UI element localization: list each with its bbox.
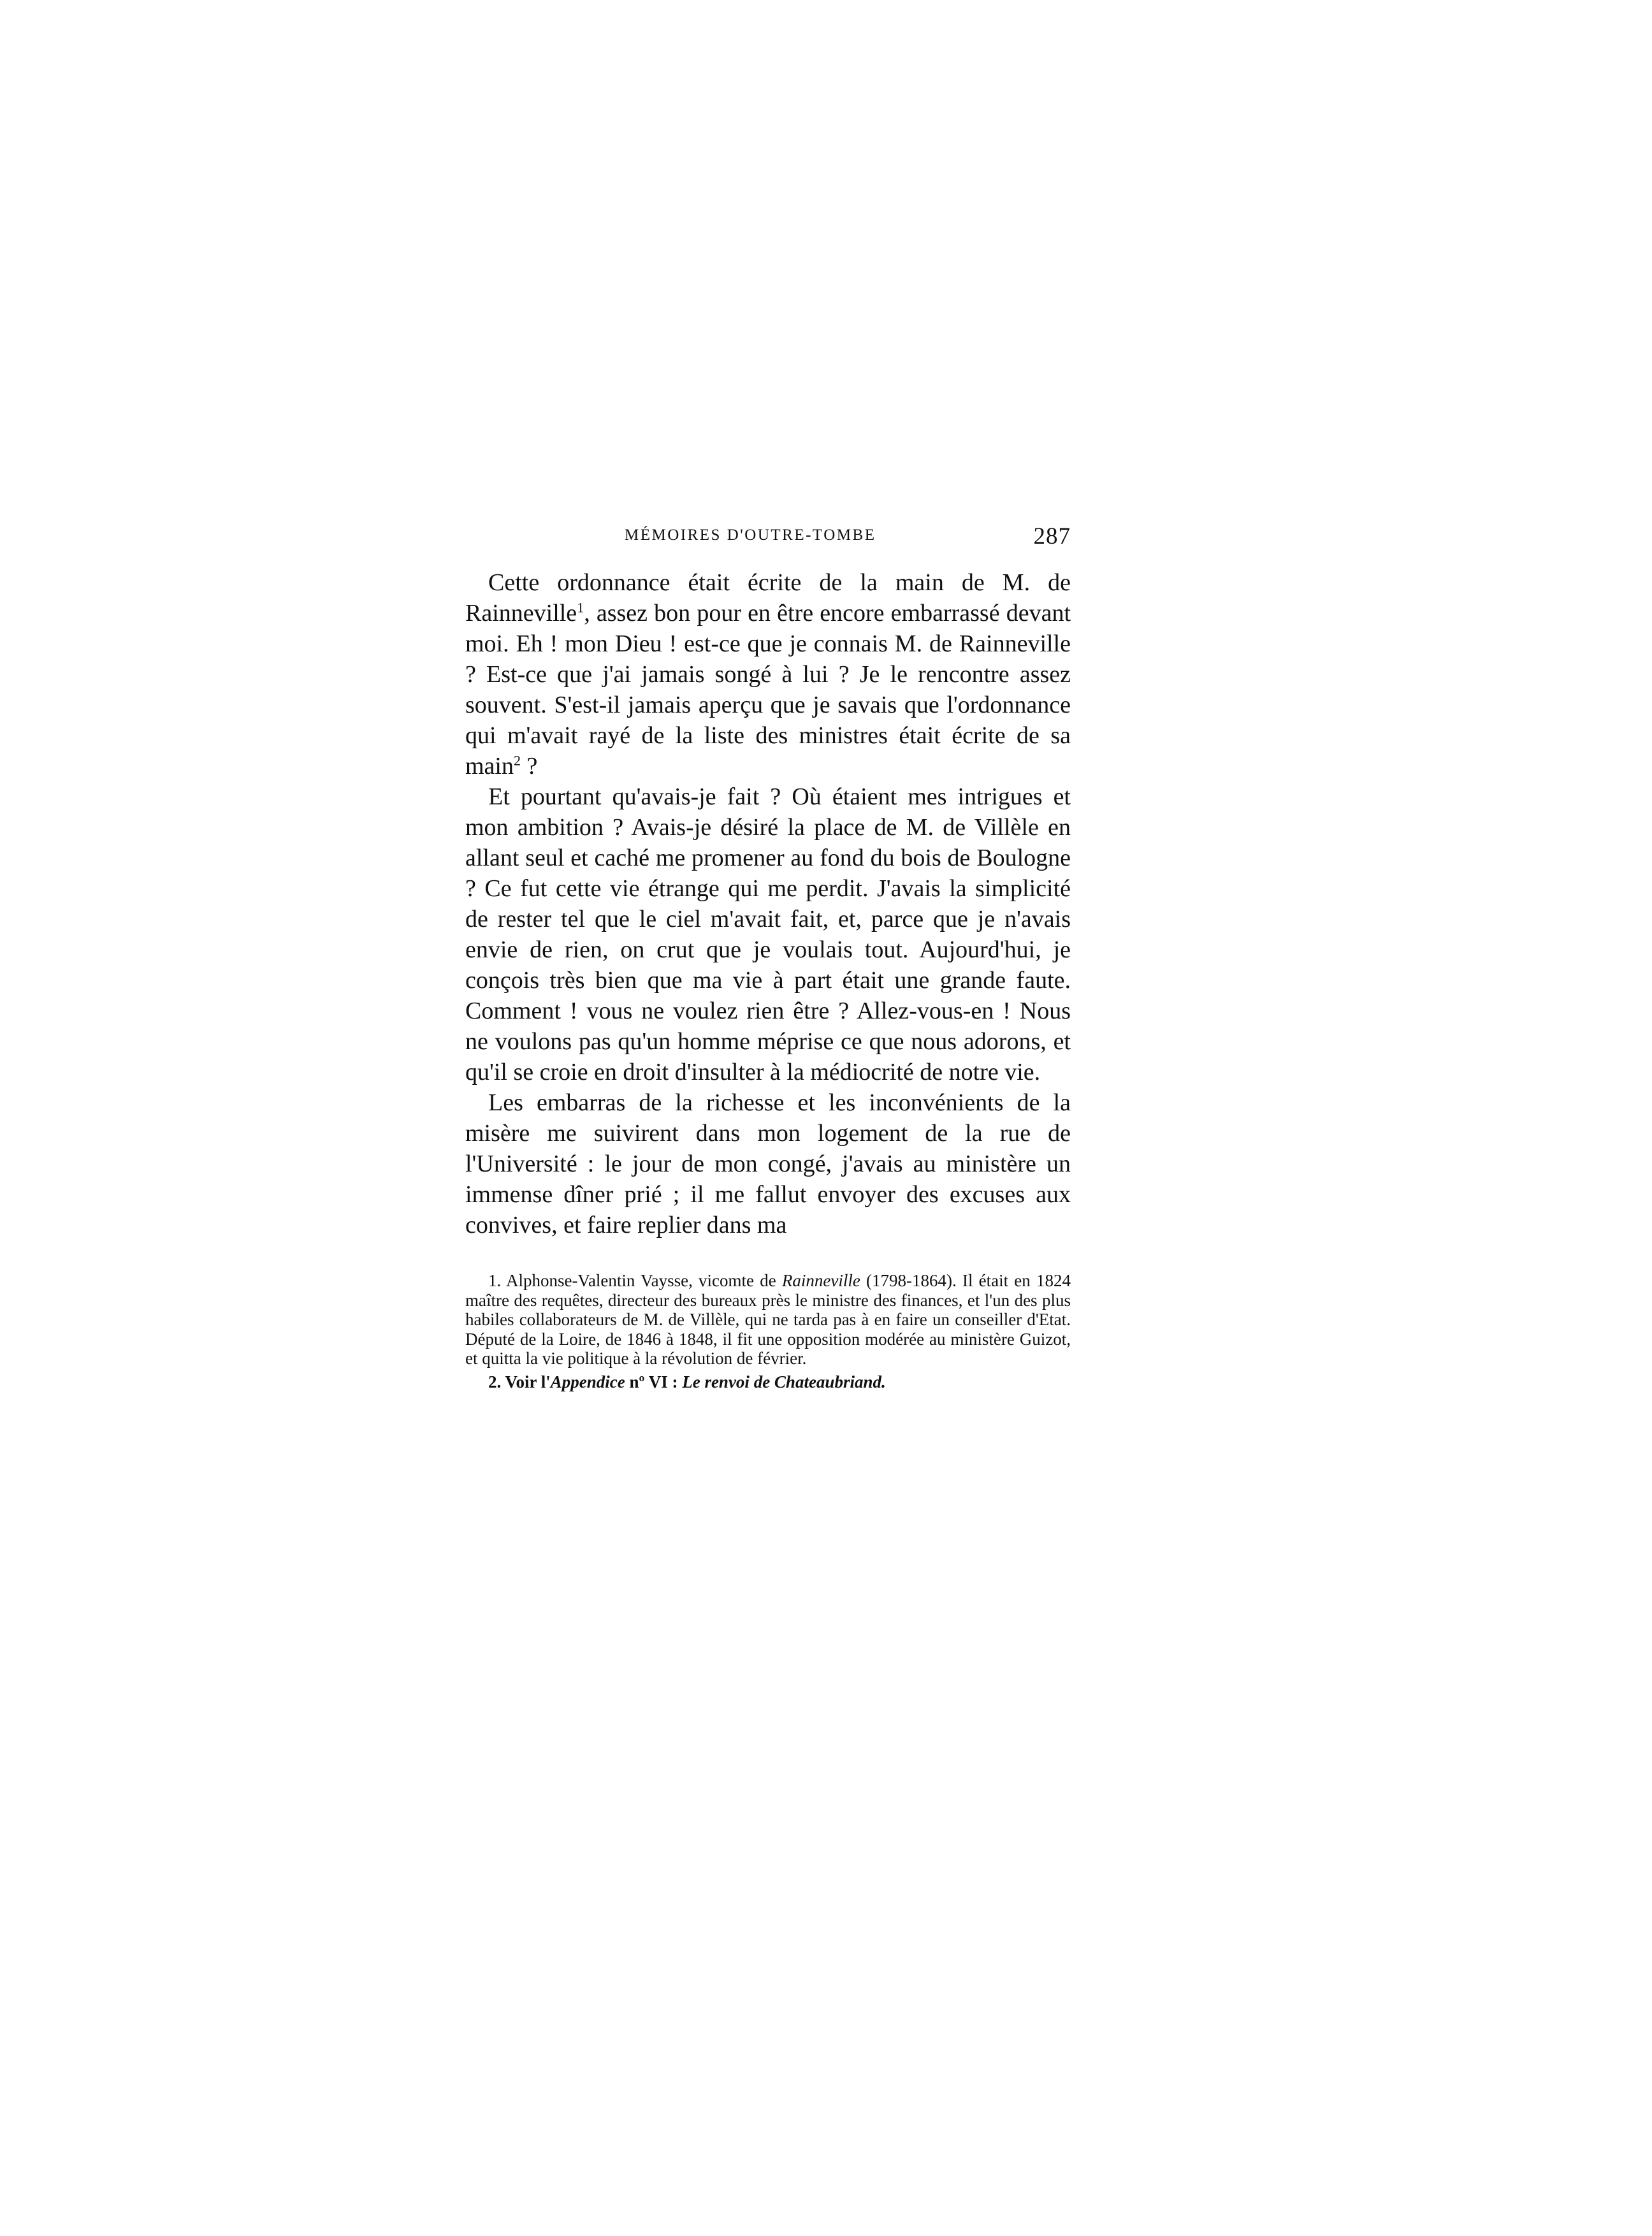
footnote-ref-2: 2 [513,752,521,769]
footnote-2-text-a: 2. Voir l' [488,1372,551,1391]
page-number: 287 [1033,523,1071,549]
paragraph-1-text-a: Cette ordonnance était écrite de la main de M. de Rainneville [465,569,1071,627]
paragraph-1-text-b: , assez bon pour en être encore embarrassé devant moi. Eh ! mon Dieu ! est-ce que je connais M. de Rainneville ? Est-ce que j'ai jamais songé à lui ? Je le rencontre assez souvent. S'est-il jamais aperçu que je savais que l'ordonnance qui m'avait rayé de la liste des ministres était écrite de sa main [465,600,1071,780]
paragraph-3: Les embarras de la richesse et les inconvénients de la misère me suivirent dans mon logement de la rue de l'Université : le jour de mon congé, j'avais au ministère un immense dîner prié ; il me fallut envoyer des excuses aux convives, et faire replier dans ma [465,1089,1071,1238]
book-page [465,523,1071,1392]
footnote-ref-1: 1 [577,599,584,616]
running-head [465,523,1071,555]
paragraph-1 [465,567,1071,781]
footnote-2 [465,1372,1071,1392]
footnote-2-text-c: nº VI : [625,1372,683,1391]
paragraph-1-text-c: ? [520,753,538,780]
footnote-1-text-a: 1. Alphonse-Valentin Vaysse, vicomte de [488,1271,782,1290]
footnote-1-text-c: (1798-1864). Il était en 1824 maître des requêtes, directeur des bureaux près le ministre des finances, et l'un des plus habiles collaborateurs de M. de Villèle, qui ne tarda pas à en faire un conseiller d'Etat. Député de la Loire, de 1846 à 1848, il fit une opposition modérée au ministère Guizot, et quitta la vie politique à la révolution de février. [465,1271,1071,1368]
footnote-1 [465,1271,1071,1368]
body-text [465,567,1071,1240]
running-title: MÉMOIRES D'OUTRE-TOMBE [625,526,876,544]
footnote-2-italic-title: Le renvoi de Chateaubriand. [682,1372,886,1391]
footnote-1-italic-name: Rainneville [781,1271,860,1290]
paragraph-2: Et pourtant qu'avais-je fait ? Où étaient mes intrigues et mon ambition ? Avais-je désiré la place de M. de Villèle en allant seul et caché me promener au fond du bois de Boulogne ? Ce fut cette vie étrange qui me perdit. J'avais la simplicité de rester tel que le ciel m'avait fait, et, parce que je n'avais envie de rien, on crut que je voulais tout. Aujourd'hui, je conçois très bien que ma vie à part était une grande faute. Comment ! vous ne voulez rien être ? Allez-vous-en ! Nous ne voulons pas qu'un homme méprise ce que nous adorons, et qu'il se croie en droit d'insulter à la médiocrité de notre vie. [465,783,1071,1085]
footnote-2-italic-appendice: Appendice [550,1372,625,1391]
footnotes [465,1271,1071,1392]
